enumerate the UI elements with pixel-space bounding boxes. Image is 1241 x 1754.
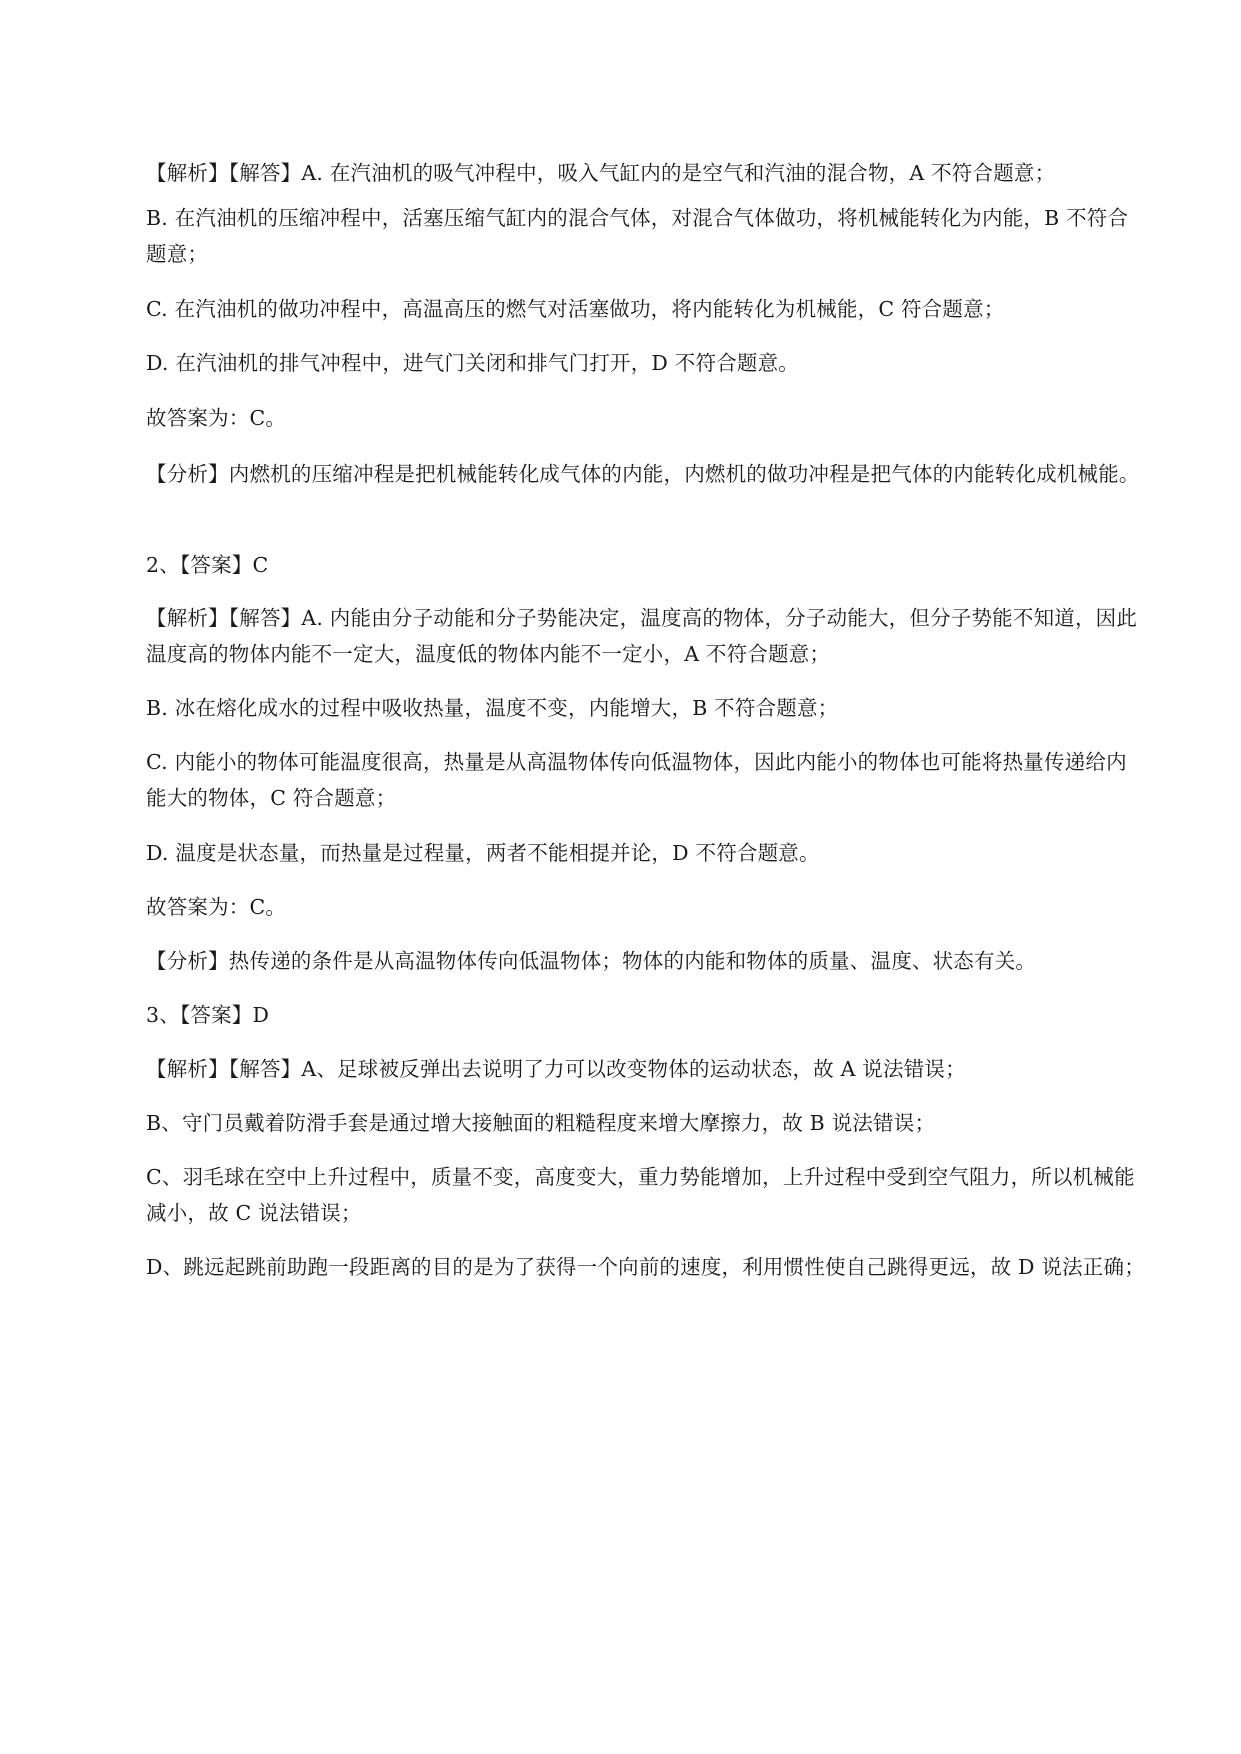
paragraph-13: 【分析】热传递的条件是从高温物体传向低温物体；物体的内能和物体的质量、温度、状态有关。 [146,949,1037,973]
paragraph-6: 【分析】内燃机的压缩冲程是把机械能转化成气体的内能，内燃机的做功冲程是把气体的内能转化成机械能。 [146,462,1140,486]
paragraph-14: 3、【答案】D [146,1003,270,1027]
paragraph-4: D. 在汽油机的排气冲程中，进气门关闭和排气门打开，D 不符合题意。 [146,351,799,375]
paragraph-8: 【解析】【解答】A. 内能由分子动能和分子势能决定，温度高的物体，分子动能大，但分子势能不知道，因此温度高的物体内能不一定大，温度低的物体内能不一定小，A 不符合题意； [146,606,1138,666]
paragraph-15: 【解析】【解答】A、足球被反弹出去说明了力可以改变物体的运动状态，故 A 说法错误； [146,1057,966,1081]
paragraph-7: 2、【答案】C [146,553,269,577]
paragraph-16: B、守门员戴着防滑手套是通过增大接触面的粗糙程度来增大摩擦力，故 B 说法错误； [146,1111,936,1135]
paragraph-1: 【解析】【解答】A. 在汽油机的吸气冲程中，吸入气缸内的是空气和汽油的混合物，A 不符合题意； [146,161,1056,185]
paragraph-11: D. 温度是状态量，而热量是过程量，两者不能相提并论，D 不符合题意。 [146,841,820,865]
paragraph-9: B. 冰在熔化成水的过程中吸收热量，温度不变，内能增大，B 不符合题意； [146,696,839,720]
paragraph-12: 故答案为：C。 [146,895,287,919]
paragraph-18: D、跳远起跳前助跑一段距离的目的是为了获得一个向前的速度，利用惯性使自己跳得更远，故 D 说法正确； [146,1255,1145,1279]
paragraph-10: C. 内能小的物体可能温度很高，热量是从高温物体传向低温物体，因此内能小的物体也可能将热量传递给内能大的物体，C 符合题意； [146,750,1127,810]
paragraph-5: 故答案为：C。 [146,406,287,430]
paragraph-2: B. 在汽油机的压缩冲程中，活塞压缩气缸内的混合气体，对混合气体做功，将机械能转化为内能，B 不符合题意； [146,206,1129,266]
paragraph-17: C、羽毛球在空中上升过程中，质量不变，高度变大，重力势能增加，上升过程中受到空气阻力，所以机械能减小，故 C 说法错误； [146,1165,1135,1225]
paragraph-3: C. 在汽油机的做功冲程中，高温高压的燃气对活塞做功，将内能转化为机械能，C 符合题意； [146,297,1005,321]
